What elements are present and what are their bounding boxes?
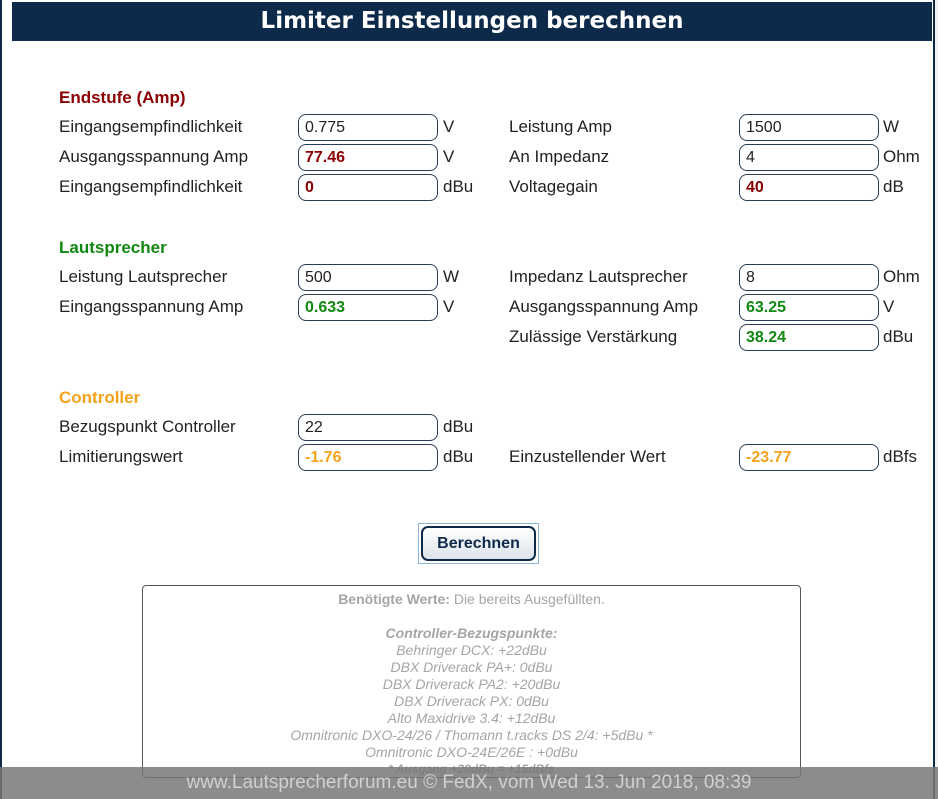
amp-impedance-field[interactable] <box>739 144 879 171</box>
speaker-power-unit: W <box>443 267 460 286</box>
calculate-button-focus-ring <box>418 523 539 564</box>
speaker-power-field[interactable] <box>298 264 438 291</box>
amp-input-sensitivity-unit: V <box>443 117 455 136</box>
speaker-input-voltage-field[interactable] <box>298 294 438 321</box>
amp-voltagegain-unit: dB <box>883 177 904 196</box>
speaker-input-voltage-unit: V <box>443 297 455 316</box>
calculate-button[interactable]: Berechnen <box>421 526 536 561</box>
amp-input-sensitivity-dbu-field[interactable] <box>298 174 438 201</box>
amp-section-heading: Endstufe (Amp) <box>59 88 186 107</box>
amp-output-voltage-field[interactable] <box>298 144 438 171</box>
controller-limit-label: Limitierungswert <box>59 447 183 466</box>
info-needed-text: Die bereits Ausgefüllten. <box>449 591 605 607</box>
amp-power-label: Leistung Amp <box>509 117 613 136</box>
amp-impedance-label: An Impedanz <box>509 147 610 166</box>
speaker-gain-unit: dBu <box>883 327 914 346</box>
info-line: DBX Driverack PA+: 0dBu <box>390 659 553 675</box>
page-title: Limiter Einstellungen berechnen <box>12 2 932 41</box>
info-needed-line <box>143 586 800 612</box>
controller-reference-unit: dBu <box>443 417 474 436</box>
speaker-impedance-field[interactable] <box>739 264 879 291</box>
speaker-output-voltage-field[interactable] <box>739 294 879 321</box>
info-line: DBX Driverack PX: 0dBu <box>394 693 549 709</box>
amp-power-field[interactable] <box>739 114 879 141</box>
speaker-input-voltage-label: Eingangsspannung Amp <box>59 297 244 316</box>
info-spacer <box>143 612 800 625</box>
amp-voltagegain-field[interactable] <box>739 174 879 201</box>
info-line: Alto Maxidrive 3.4: +12dBu <box>387 710 556 726</box>
speaker-gain-label: Zulässige Verstärkung <box>509 327 678 346</box>
info-reference-heading: Controller-Bezugspunkte: <box>385 625 558 641</box>
amp-input-sensitivity-label: Eingangsempfindlichkeit <box>59 117 243 136</box>
amp-input-sensitivity-dbu-label: Eingangsempfindlichkeit <box>59 177 243 196</box>
info-box <box>142 585 801 778</box>
info-line: Omnitronic DXO-24/26 / Thomann t.racks DS 2/4: +5dBu * <box>290 727 653 743</box>
amp-impedance-unit: Ohm <box>883 147 920 166</box>
info-line: Omnitronic DXO-24E/26E : +0dBu <box>365 744 578 760</box>
speaker-impedance-label: Impedanz Lautsprecher <box>509 267 688 286</box>
speaker-output-voltage-label: Ausgangsspannung Amp <box>509 297 699 316</box>
speaker-gain-field[interactable] <box>739 324 879 351</box>
amp-output-voltage-label: Ausgangsspannung Amp <box>59 147 249 166</box>
controller-setting-unit: dBfs <box>883 447 918 466</box>
speaker-section-heading: Lautsprecher <box>59 238 167 257</box>
amp-input-sensitivity-dbu-unit: dBu <box>443 177 474 196</box>
controller-limit-field[interactable] <box>298 444 438 471</box>
amp-power-unit: W <box>883 117 900 136</box>
speaker-power-label: Leistung Lautsprecher <box>59 267 228 286</box>
controller-reference-label: Bezugspunkt Controller <box>59 417 236 436</box>
info-line: Behringer DCX: +22dBu <box>396 642 547 658</box>
controller-section-heading: Controller <box>59 388 141 407</box>
info-needed-label: Benötigte Werte: <box>338 591 450 607</box>
speaker-impedance-unit: Ohm <box>883 267 920 286</box>
amp-output-voltage-unit: V <box>443 147 455 166</box>
controller-setting-label: Einzustellender Wert <box>509 447 666 466</box>
controller-limit-unit: dBu <box>443 447 474 466</box>
controller-reference-field[interactable] <box>298 414 438 441</box>
info-line: DBX Driverack PA2: +20dBu <box>382 676 561 692</box>
amp-voltagegain-label: Voltagegain <box>509 177 598 196</box>
controller-setting-field[interactable] <box>739 444 879 471</box>
amp-input-sensitivity-field[interactable] <box>298 114 438 141</box>
speaker-output-voltage-unit: V <box>883 297 895 316</box>
watermark-footer: www.Lautsprecherforum.eu © FedX, vom Wed 13. Jun 2018, 08:39 <box>0 767 938 799</box>
